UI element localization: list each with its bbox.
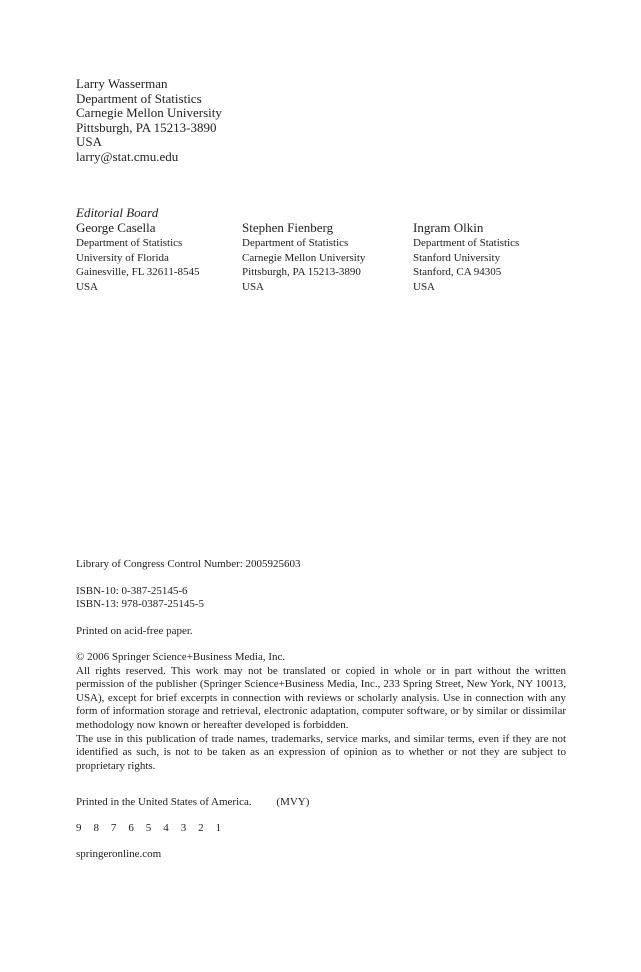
editorial-board-heading: Editorial Board — [76, 205, 159, 220]
author-university: Carnegie Mellon University — [76, 105, 222, 120]
board-member-department: Department of Statistics — [242, 237, 349, 249]
board-member-olkin — [413, 220, 583, 294]
printed-country: Printed in the United States of America. — [76, 796, 252, 808]
printed-country-line — [76, 796, 309, 809]
board-member-name: George Casella — [76, 220, 156, 235]
printer-code: (MVY) — [276, 796, 310, 808]
printing-line: 9 8 7 6 5 4 3 2 1 — [76, 822, 226, 834]
board-member-city: Gainesville, FL 32611-8545 — [76, 266, 200, 278]
isbn-block — [76, 585, 204, 611]
board-member-university: University of Florida — [76, 251, 169, 264]
author-email: larry@stat.cmu.edu — [76, 148, 179, 164]
isbn-13: ISBN-13: 978-0387-25145-5 — [76, 598, 205, 610]
board-member-city: Stanford, CA 94305 — [413, 266, 502, 278]
acid-free-note: Printed on acid-free paper. — [76, 625, 193, 637]
copyright-notice — [76, 651, 566, 773]
isbn-10: ISBN-10: 0-387-25145-6 — [76, 585, 188, 597]
board-member-department: Department of Statistics — [76, 237, 183, 249]
board-member-country: USA — [242, 280, 265, 293]
board-member-fienberg — [242, 220, 412, 294]
board-member-university: Carnegie Mellon University — [242, 251, 366, 264]
rights-statement: All rights reserved. This work may not be translated or copied in whole or in part without the written permission of the publisher (Springer Science+Business Media, Inc., 233 Spring Street, New York, NY 10013, USA), except for brief excerpts in connection with reviews or scholarly analysis. Use in connection with any form of information storage and retrieval, electronic adaptation, computer software, or by similar or dissimilar methodology now known or hereafter developed is forbidden. — [76, 664, 566, 731]
trademark-statement: The use in this publication of trade names, trademarks, service marks, and similar terms, even if they are not identified as such, is not to be taken as an expression of opinion as to whether or not they are subject to proprietary rights. — [76, 732, 566, 772]
board-member-university: Stanford University — [413, 251, 501, 264]
board-member-casella — [76, 220, 246, 294]
author-city: Pittsburgh, PA 15213-3890 — [76, 119, 217, 135]
board-member-country: USA — [76, 280, 99, 293]
author-name: Larry Wasserman — [76, 76, 168, 91]
board-member-city: Pittsburgh, PA 15213-3890 — [242, 266, 361, 278]
author-address — [76, 77, 222, 164]
copyright-line: © 2006 Springer Science+Business Media, Inc. — [76, 651, 286, 663]
board-member-name: Stephen Fienberg — [242, 220, 334, 235]
board-member-name: Ingram Olkin — [413, 220, 484, 235]
author-country: USA — [76, 134, 103, 149]
board-member-country: USA — [413, 280, 436, 293]
author-department: Department of Statistics — [76, 90, 202, 106]
publisher-website: springeronline.com — [76, 848, 162, 860]
board-member-department: Department of Statistics — [413, 237, 520, 249]
loc-control-number: Library of Congress Control Number: 2005925603 — [76, 558, 301, 570]
